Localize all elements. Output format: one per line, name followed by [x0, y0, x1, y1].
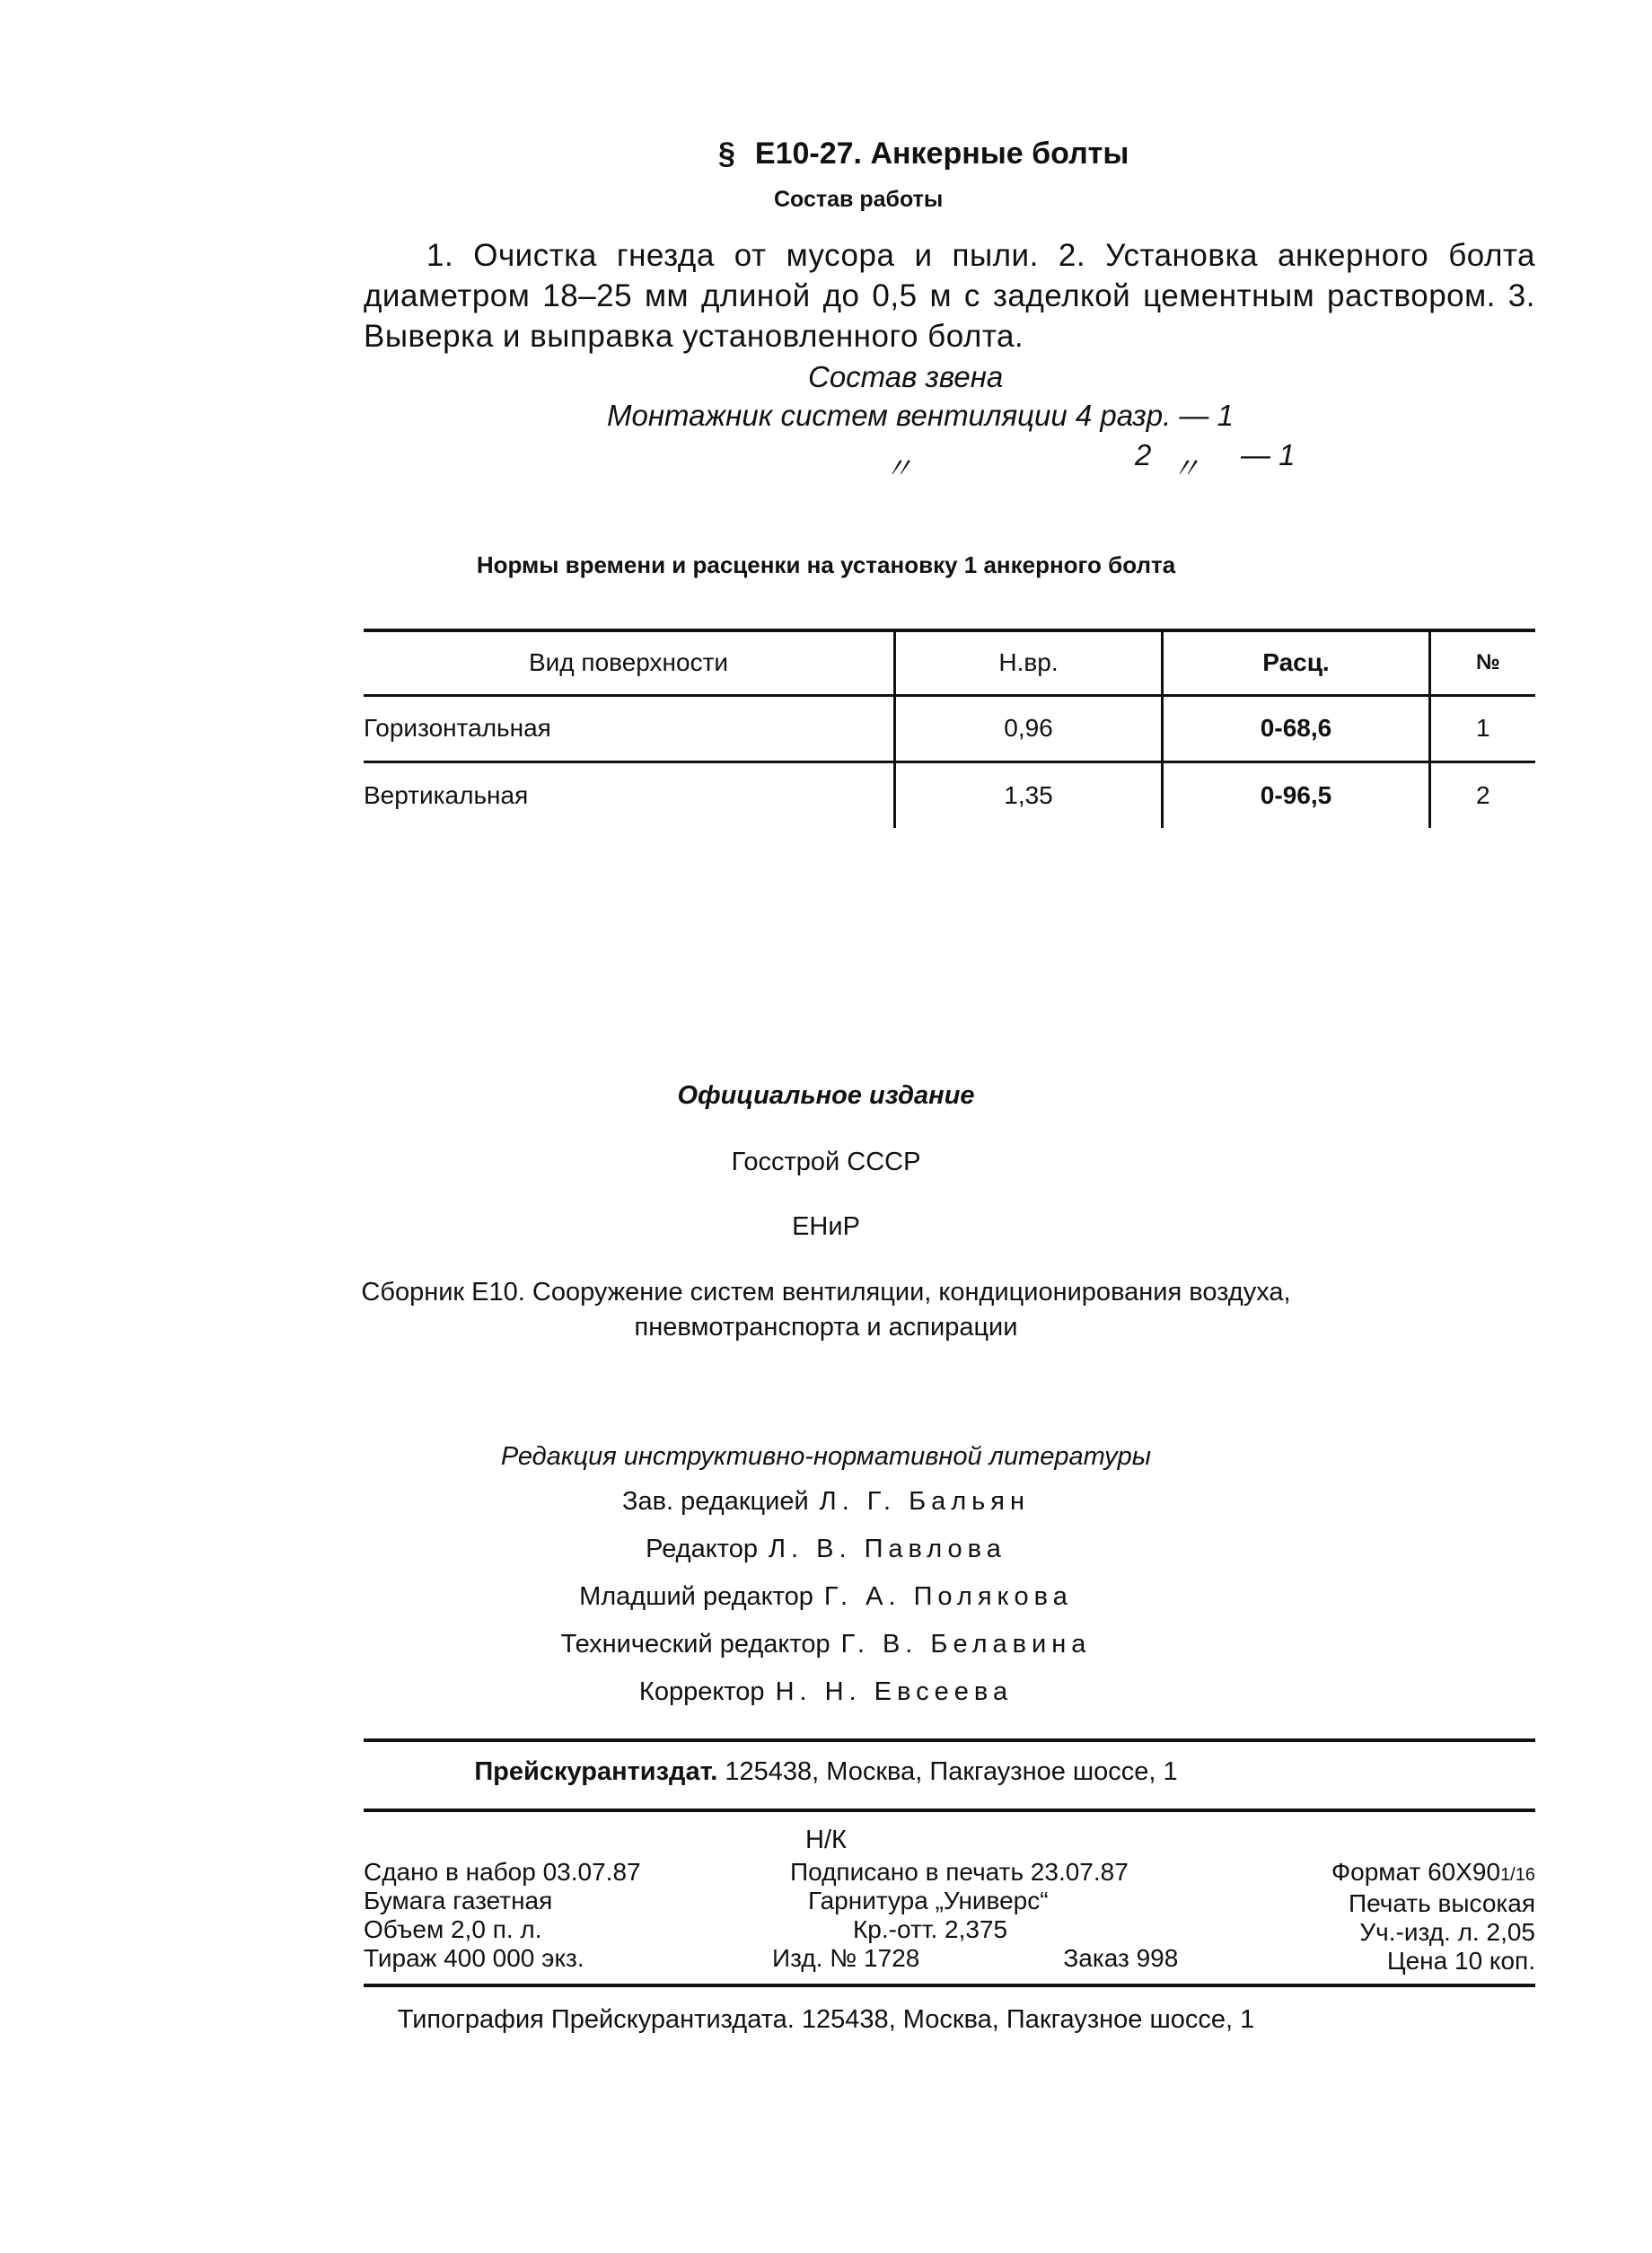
cell-number: 1: [1430, 695, 1536, 761]
nk-mark: Н/К: [805, 1826, 847, 1854]
ditto-mark: 〃: [883, 452, 913, 485]
collection-line-2: пневмотранспорта и аспирации: [634, 1313, 1018, 1342]
publisher-address: 125438, Москва, Пакгаузное шоссе, 1: [725, 1757, 1178, 1786]
imprint-right-line: Уч.-изд. л. 2,05: [1359, 1918, 1535, 1946]
imprint-left-column: [364, 1858, 641, 1973]
divider: [364, 1738, 1535, 1742]
staff-person: Л. В. Павлова: [768, 1535, 1006, 1563]
staff-role: Технический редактор: [560, 1630, 830, 1659]
imprint-middle-line: Подписано в печать 23.07.87: [790, 1858, 1129, 1886]
brigade-line-1: Монтажник систем вентиляции 4 разр. — 1: [607, 399, 1234, 432]
norms-table: [364, 629, 1535, 828]
format-line: [1331, 1858, 1535, 1889]
table-row: [364, 761, 1535, 828]
cell-surface: Вертикальная: [364, 780, 529, 809]
work-text: 1. Очистка гнезда от мусора и пыли. 2. Установка анкерного болта диаметром 18–25 мм длиной до 0,5 м с заделкой цементным раствором. 3. Выверка и выправка установленного болта.: [364, 238, 1535, 354]
staff-person: Г. А. Полякова: [823, 1582, 1073, 1611]
section-symbol: §: [718, 136, 735, 171]
header-surface: Вид поверхности: [364, 630, 895, 695]
publisher-name: Прейскурантиздат.: [474, 1757, 718, 1786]
staff-line: [0, 1535, 1652, 1564]
staff-person: Л. Г. Бальян: [819, 1487, 1030, 1516]
ditto-mark-2: 〃: [1171, 452, 1200, 485]
staff-line: [0, 1630, 1652, 1659]
staff-role: Корректор: [638, 1677, 765, 1706]
header-rate: Расц.: [1163, 630, 1430, 695]
imprint-right-line: Печать высокая: [1349, 1889, 1535, 1917]
staff-line: [0, 1677, 1652, 1707]
editorial-office: Редакция инструктивно-нормативной литературы: [500, 1442, 1152, 1471]
table-header-row: [364, 630, 1535, 695]
header-time: Н.вр.: [895, 630, 1163, 695]
brigade-count: — 1: [1241, 438, 1296, 471]
imprint-middle-column: [772, 1858, 1179, 1973]
order-number: Заказ 998: [1063, 1944, 1179, 1972]
imprint-left-line: Бумага газетная: [364, 1887, 553, 1914]
header-number: №: [1430, 630, 1536, 695]
format-text: Формат 60Х90: [1331, 1858, 1501, 1886]
table-row: [364, 695, 1535, 761]
cell-number: 2: [1430, 761, 1536, 828]
cell-rate: 0-96,5: [1163, 761, 1430, 828]
staff-line: [0, 1487, 1652, 1517]
work-heading: Состав работы: [774, 187, 944, 212]
imprint-left-line: Тираж 400 000 экз.: [364, 1944, 584, 1972]
staff-line: [0, 1582, 1652, 1612]
staff-person: Н. Н. Евсеева: [775, 1677, 1014, 1706]
imprint-right-line: Цена 10 коп.: [1386, 1947, 1535, 1975]
imprint-middle-line: Кр.-отт. 2,375: [853, 1915, 1008, 1943]
cell-rate: 0-68,6: [1163, 695, 1430, 761]
collection-line-1: Сборник Е10. Сооружение систем вентиляции, кондиционирования воздуха,: [361, 1278, 1291, 1307]
divider: [364, 1984, 1535, 1987]
imprint-left-line: Объем 2,0 п. л.: [364, 1915, 542, 1943]
imprint-middle-line: [772, 1944, 1178, 1973]
section-title-text: Е10-27. Анкерные болты: [754, 136, 1129, 171]
section-title: [718, 136, 1203, 172]
publisher-line: [0, 1757, 1652, 1787]
format-fraction: 1/16: [1500, 1865, 1535, 1885]
typography-line: Типография Прейскурантиздата. 125438, Москва, Пакгаузное шоссе, 1: [397, 2005, 1255, 2034]
imprint-left-line: Сдано в набор 03.07.87: [364, 1858, 641, 1886]
imprint-right-column: [1331, 1858, 1535, 1976]
staff-role: Редактор: [646, 1535, 758, 1563]
staff-role: Младший редактор: [579, 1582, 813, 1611]
staff-person: Г. В. Белавина: [840, 1630, 1092, 1659]
cell-time: 0,96: [895, 695, 1163, 761]
table-title: Нормы времени и расценки на установку 1 анкерного болта: [476, 551, 1176, 578]
enir: ЕНиР: [792, 1212, 860, 1241]
brigade-grade: 2: [1135, 438, 1152, 471]
cell-surface: Горизонтальная: [364, 695, 895, 761]
brigade-title: Состав звена: [808, 360, 1004, 393]
edition-number: Изд. № 1728: [772, 1944, 920, 1972]
gosstroy: Госстрой СССР: [731, 1148, 921, 1176]
staff-role: Зав. редакцией: [621, 1487, 809, 1516]
work-description: [364, 235, 1535, 356]
official-edition: Официальное издание: [677, 1081, 975, 1110]
imprint-middle-line: Гарнитура „Универс“: [808, 1887, 1049, 1914]
cell-time: 1,35: [895, 761, 1163, 828]
divider: [364, 1809, 1535, 1812]
